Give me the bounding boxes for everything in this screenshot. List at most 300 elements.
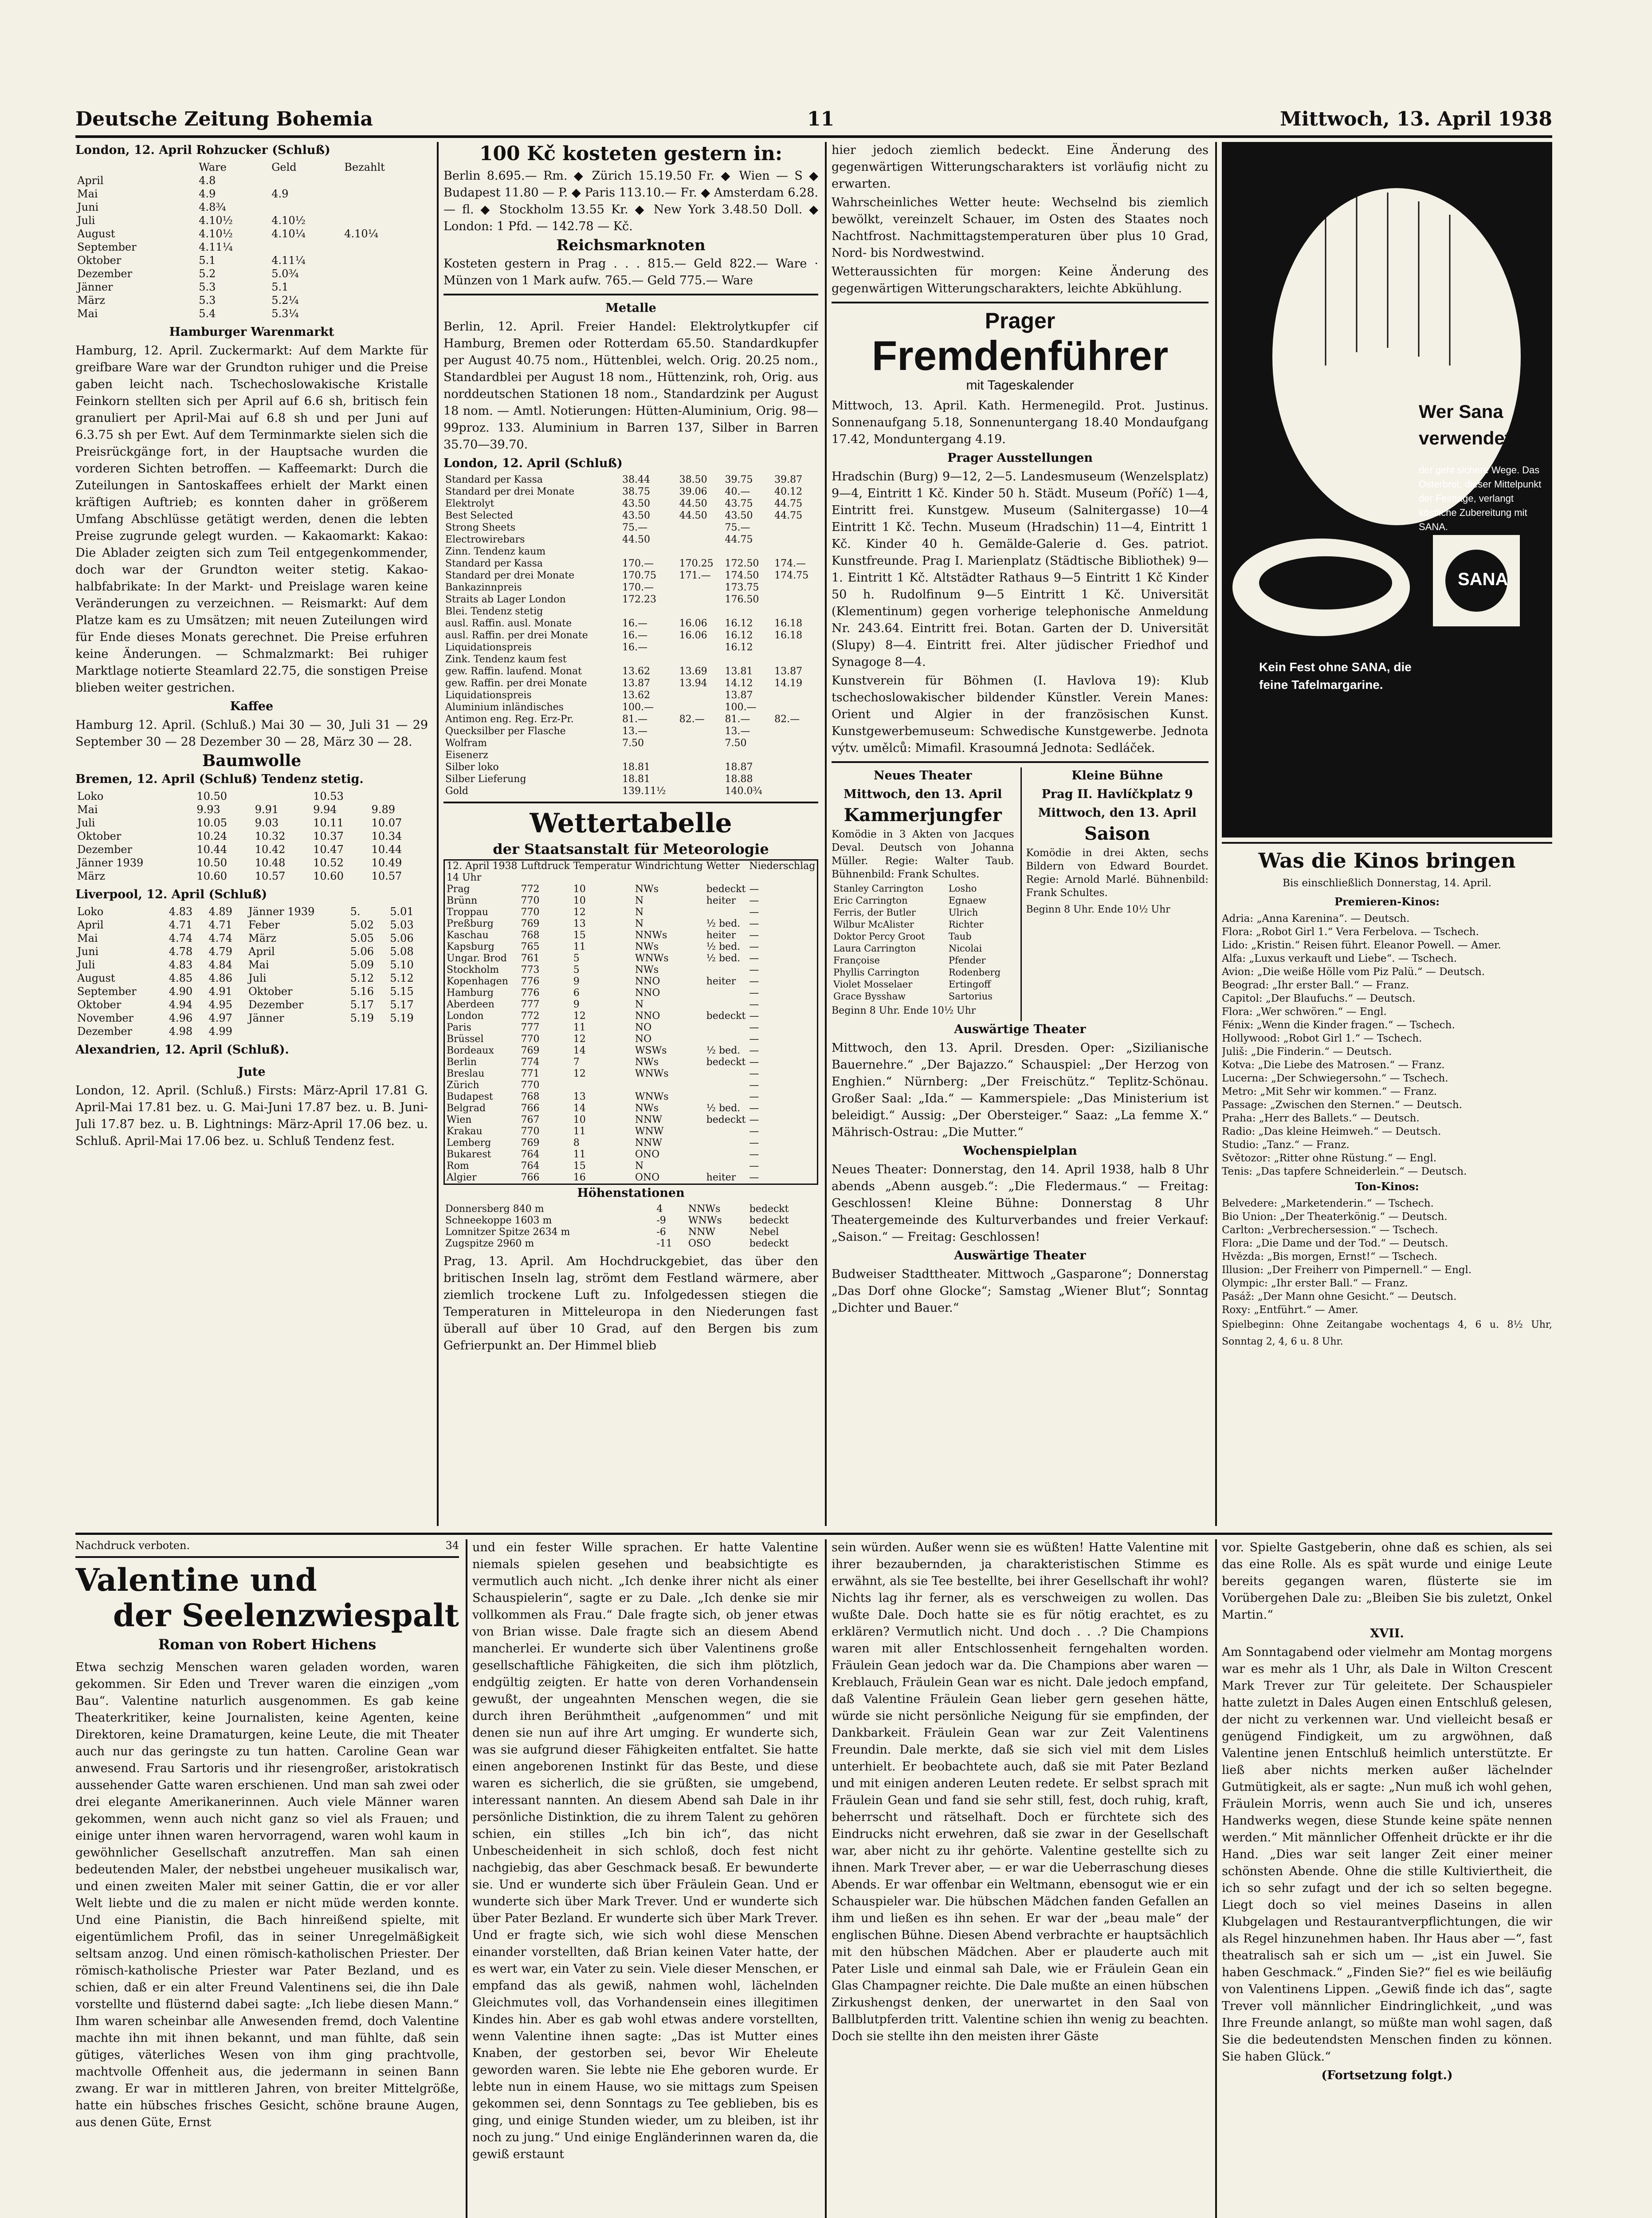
table-cell: 14	[573, 1045, 586, 1056]
table-cell: 10.24	[196, 830, 228, 842]
table-cell: 5.12	[350, 972, 374, 984]
table-cell: gew. Raffin. per drei Monate	[445, 678, 587, 689]
table-cell: ½ bed.	[706, 1045, 741, 1056]
table-cell: Jänner	[77, 281, 113, 293]
divider	[443, 802, 818, 803]
table-row	[444, 1091, 818, 1103]
table-cell: 176.50	[725, 594, 759, 605]
ad-column	[1222, 142, 1552, 1526]
table-cell: 5.06	[390, 932, 414, 944]
table-cell: 82.—	[774, 714, 800, 725]
table-row	[444, 918, 818, 930]
table-cell: 772	[521, 884, 540, 895]
external-theater-heading: Auswärtige Theater	[954, 1022, 1086, 1036]
table-cell: Preßburg	[447, 918, 494, 929]
table-cell: Rodenberg	[948, 967, 1001, 978]
table-cell	[705, 964, 748, 976]
table-cell: Blei. Tendenz stetig	[445, 606, 543, 617]
list-item: Hvězda: „Bis morgen, Ernst!“ — Tschech.	[1222, 1251, 1438, 1262]
table-cell	[270, 174, 342, 187]
table-cell: 6	[573, 987, 580, 999]
table-cell	[723, 546, 773, 558]
divider	[832, 302, 1209, 303]
table-cell: 44.75	[774, 510, 803, 521]
table-cell: 4.96	[169, 1012, 193, 1024]
table-cell: —	[749, 1080, 759, 1091]
divider	[75, 1556, 459, 1558]
table-cell: 44.50	[679, 510, 707, 521]
table-cell: 4	[656, 1203, 663, 1215]
table-cell: 5.02	[350, 919, 374, 931]
table-row	[832, 943, 1014, 955]
table-cell: Standard per drei Monate	[445, 570, 575, 581]
novel-column-2	[472, 1539, 818, 2218]
table-cell: —	[749, 964, 759, 975]
table-cell	[723, 606, 773, 617]
table-cell: 5.3	[199, 294, 216, 307]
table-cell: —	[749, 1022, 759, 1033]
guide-kicker: Prager	[985, 308, 1056, 333]
table-cell: September	[77, 985, 137, 998]
table-row	[75, 918, 428, 932]
table-cell: 761	[521, 953, 540, 964]
table-row	[75, 932, 428, 945]
table-cell: 170.75	[622, 570, 656, 581]
table-cell: ONO	[635, 1172, 660, 1183]
table-cell: 10.05	[196, 817, 228, 829]
table-cell: 5.16	[350, 985, 374, 998]
table-cell: Elektrolyt	[445, 498, 494, 509]
list-item: Alfa: „Luxus verkauft und Liebe“. — Tschech.	[1222, 953, 1457, 964]
novel-text-1: Etwa sechzig Menschen waren geladen worden, waren gekommen. Sir Eden und Trever waren die einzigen „vom Bau“. Valentine naturlich ausgenommen. Es gab keine Theaterkritiker, keine Journalisten, keine Agenten, keine Direktoren, keine Dramaturgen, keine Leute, die mit Theater auch nur das geringste zu tun hatten. Caroline Gean war anwesend. Frau Sartoris und ihr riesengroßer, aristokratisch aussehender Gatte waren erschienen. Und man sah zwei oder drei elegante Amerikanerinnen. Auch viele Männer waren gekommen, wenn auch nicht ganz so viel als Frauen; und einige unter ihnen waren hervorragend, waren wohl kaum in gewöhnlicher Gesellschaft anzutreffen. Man sah einen bedeutenden Maler, der nebstbei ungeheuer musikalisch war, und einen zweiten Maler mit seiner Gattin, die er vor aller Welt liebte und die zu malen er nicht müde werden konnte. Und eine Pianistin, die Bach hinreißend spielte, mit eigentümlichem Profil, das in seiner Unregelmäßigkeit seltsam anzog. Und einen römisch-katholischen Priester. Der römisch-katholische Priester war Pater Bezland, und es schien, daß er ein alter Freund Valentinens sei, die ihn Dale vorstellte und flüsternd dabei sagte: „Ich liebe diesen Mann.“ Ihm waren scheinbar alle Anwesenden fremd, doch Valentine machte ihn mit ihnen bekannt, und man fühlte, daß sein gütiges, väterliches Wesen von ihm ging prachtvolle, machtvolle Offenheit aus, die jedermann in seinen Bann zwang. Er war in mittleren Jahren, von breiter Mittelgröße, hatte ein hübsches frisches Gesicht, schöne braune Augen, aus denen Güte, Ernst	[75, 1660, 459, 2129]
table-cell: 4.9	[271, 188, 289, 200]
table-cell: 16.—	[622, 618, 648, 629]
table-row	[443, 1238, 818, 1250]
table-cell	[620, 546, 678, 558]
table-cell: Dezember	[248, 999, 304, 1011]
table-cell: 5.05	[350, 932, 374, 944]
table-row	[75, 280, 428, 294]
table-cell	[723, 749, 773, 761]
novel-column-1	[75, 1539, 459, 2218]
page-number: 11	[807, 108, 835, 130]
table-cell: 769	[521, 918, 540, 929]
table-cell: WNW	[635, 1126, 664, 1137]
table-cell: 44.50	[622, 534, 650, 545]
novel-column-3	[832, 1539, 1209, 2218]
table-cell: 5.17	[390, 999, 414, 1011]
table-cell: 174.75	[774, 570, 809, 581]
table-cell: 82.—	[679, 714, 705, 725]
table-row	[832, 883, 1014, 895]
table-cell: Belgrad	[447, 1103, 486, 1114]
table-cell: Brünn	[447, 895, 478, 906]
table-cell	[773, 701, 818, 713]
table-cell: 770	[521, 1034, 540, 1045]
table-cell: 770	[521, 895, 540, 906]
table-cell: —	[749, 1160, 759, 1172]
table-row	[444, 1103, 818, 1114]
table-cell: 4.85	[169, 972, 193, 984]
table-cell: 777	[521, 999, 540, 1010]
premiere-heading: Premieren-Kinos:	[1334, 895, 1440, 908]
table-cell: 5.19	[350, 1012, 374, 1024]
table-cell: Wolfram	[445, 738, 487, 749]
table-cell: ausl. Raffin. ausl. Monate	[445, 618, 572, 629]
table-row	[443, 665, 818, 677]
hamburg-report: Hamburg, 12. April. Zuckermarkt: Auf dem Markte für greifbare Ware war der Grundton ruhiger und die Preise gaben leicht nach. Tschechoslowakische Kristalle Feinkorn stellten sich per April auf 6.6 sh, britisch fein granuliert per April-Mai auf 6.8 sh und per Juni auf 6.3.75 sh per Ewt. Auf dem Terminmarkte sielen sich die Preisrückgänge fort, in der Hauptsache wurden die vorderen Sichten betroffen. — Kaffeemarkt: Durch die Zuteilungen in Santoskaffees erhielt der Markt einen kräftigen Auftrieb; es konnten daher in größerem Umfang Abschlüsse getätigt werden, denen die lebten Preise zugrunde gelegt wurden. — Kakaomarkt: Kakao: Die Ablader zeigten sich zum Teil entgegenkommender, doch war der Grundton weiter stetig. Kakao-halbfabrikate: In der Markt- und Preislage waren keine Veränderungen zu verzeichnen. — Reismarkt: Auf dem Platze kam es zu Umsätzen; mit neuen Zuteilungen wird für Ende dieses Monats gerechnet. Die Preise erfuhren keine Änderungen. — Schmalzmarkt: Bei ruhiger Marktlage notierte Steamlard 22.75, die sonstigen Preise blieben weiter gestrichen.	[75, 344, 428, 695]
table-cell: 13.—	[622, 726, 648, 737]
column-header: Geld	[271, 161, 297, 173]
market-column	[75, 142, 428, 1526]
table-cell	[678, 546, 723, 558]
table-cell: —	[749, 930, 759, 941]
page-header	[75, 104, 1552, 138]
table-cell: 10.49	[371, 857, 402, 869]
table-cell	[620, 653, 678, 665]
table-cell: September	[77, 241, 137, 253]
table-cell: 13.87	[774, 666, 803, 677]
table-row	[443, 558, 818, 570]
table-cell	[705, 1149, 748, 1160]
table-cell: 11	[573, 941, 586, 952]
table-cell: —	[749, 907, 759, 918]
cinema-heading: Was die Kinos bringen	[1258, 849, 1516, 873]
table-row	[444, 907, 818, 918]
table-cell: Nicolai	[948, 943, 982, 954]
table-cell: Dezember	[77, 843, 133, 856]
table-cell: 13.62	[622, 666, 650, 677]
table-cell: Juli	[248, 972, 267, 984]
list-item: Adria: „Anna Karenina“. — Deutsch.	[1222, 913, 1410, 924]
jute-report: London, 12. April. (Schluß.) Firsts: März-April 17.81 G. April-Mai 17.81 bez. u. G. Mai-Juni 17.87 bez. u. B. Juni-Juli 17.87 bez. u. B. Lightnings: März-April 17.06 bez. u. Schluß. April-Mai 17.06 bez. u. Schluß Tendenz fest.	[75, 1084, 428, 1148]
table-cell: —	[749, 1068, 759, 1079]
table-cell	[678, 785, 723, 797]
table-cell: WSWs	[635, 1045, 667, 1056]
table-row	[444, 872, 818, 884]
table-cell: N	[635, 1160, 644, 1172]
list-item: Pasáž: „Der Mann ohne Gesicht.“ — Deutsch.	[1222, 1291, 1457, 1302]
table-cell: NWs	[635, 884, 659, 895]
novel-column-4	[1222, 1539, 1552, 2218]
table-cell: Antimon eng. Reg. Erz-Pr.	[445, 714, 574, 725]
table-cell: Stanley Carrington	[833, 883, 924, 894]
table-row	[443, 474, 818, 486]
table-cell: 5.1	[271, 281, 289, 293]
table-cell: 768	[521, 930, 540, 941]
table-cell: —	[749, 999, 759, 1010]
table-cell	[678, 737, 723, 749]
table-cell: 16.06	[679, 630, 707, 641]
table-cell: Aluminium inländisches	[445, 702, 564, 713]
list-item: Carlton: „Verbrechersession.“ — Tschech.	[1222, 1224, 1438, 1236]
table-cell: 9.03	[255, 817, 279, 829]
column-header: Ware	[199, 161, 227, 173]
table-cell	[370, 790, 428, 803]
table-cell: NWs	[635, 964, 659, 975]
list-item: Fénix: „Wenn die Kinder fragen.“ — Tschech.	[1222, 1019, 1455, 1031]
table-cell: 170.25	[679, 558, 714, 569]
table-row	[444, 1045, 818, 1057]
table-cell: —	[749, 1011, 759, 1022]
column-rule	[825, 1539, 827, 2218]
table-cell: Hamburg	[447, 987, 494, 999]
table-cell: 15	[573, 930, 586, 941]
table-cell: 4.10¼	[344, 228, 378, 240]
table-cell: Wien	[447, 1114, 472, 1125]
table-row	[75, 254, 428, 267]
table-cell: 5.12	[390, 972, 414, 984]
table-cell: 9.91	[255, 803, 279, 816]
weather-time: 14 Uhr	[447, 872, 482, 883]
table-row	[75, 267, 428, 280]
table-cell: Troppau	[447, 907, 488, 918]
table-cell: Phyllis Carrington	[833, 967, 920, 978]
table-cell: 12	[573, 1068, 586, 1079]
novel-text-2: und ein fester Wille sprachen. Er hatte Valentine niemals spielen gesehen und beabsichtigte es vermutlich auch nicht. „Ich denke ihrer nicht als einer Schauspielerin“, sagte er zu Dale. „Ich denke sie mir vollkommen als Frau.“ Dale fragte sich, ob jener etwas von Brian wisse. Dale fragte sich an diesem Abend mancherlei. Er wunderte sich über Valentinens große gesellschaftliche Fähigkeiten, die sich ihm plötzlich, endgültig zeigten. Er hatte von deren Vorhandensein gewußt, der ungeahnten Menschen wegen, die sie durch ihren Berühmtheit „aufgenommen“ und mit denen sie nun auf ihre Art umging. Er wunderte sich, was sie aufgrund dieser Fähigkeiten entfaltet. Sie hatte einen angeborenen Instinkt für das Beste, und diese waren es sicherlich, die sie grüßten, sie umgebend, interessant nannten. An diesem Abend sah Dale in ihr persönliche Distinktion, die zu ihrem Talent zu gehören schien, ein stilles „Ich bin ich“, das nicht Unbescheidenheit in sich schloß, doch fest nicht nachgiebig, das aber Geschmack besaß. Er bewunderte sie. Und er wunderte sich über Fräulein Gean. Und er wunderte sich über Mark Trever. Und er wunderte sich über Pater Bezland. Er wunderte sich über Mark Trever. Und er fragte sich, wie sich wohl diese Menschen einander vorstellten, daß Brian keinen Vater hatte, der es wert war, ein Vater zu sein. Viele dieser Menschen, er empfand das als gewiß, nahmen wohl, lächelnden Gleichmutes voll, das Vorhandensein eines illegitimen Kindes hin. Aber es gab wohl etwas andere vorstellten, wenn Valentine ihnen sagte: „Das ist Mutter eines Knaben, der gestorben sei, bevor Wir Eheleute geworden waren. Sie lebte nie Ehe geboren wurde. Er lebte nun in einem Hause, wo sie mittags zum Speisen gekommen sei, denn Sonntags zu Tee geblieben, bis es ging, und einige Stunden wieder, um zu bleiben, ist ihr noch zu jung.“ Und einige Engländerinnen waren da, die gewiß erstaunt	[472, 1541, 818, 2161]
table-cell: 13.87	[725, 690, 753, 701]
table-cell	[705, 1034, 748, 1045]
table-cell: 4.10½	[271, 214, 306, 227]
table-cell: 4.83	[169, 959, 193, 971]
table-cell	[620, 749, 678, 761]
table-cell: —	[749, 1126, 759, 1137]
table-cell: bedeckt	[706, 1011, 746, 1022]
weather-forecast: Wahrscheinliches Wetter heute: Wechselnd bis ziemlich bewölkt, vereinzelt Schauer, im Osten des Staates noch Nachtfrost. Nachmittagstemperaturen über plus 10 Grad, Nord- bis Nordwestwind.	[832, 196, 1209, 260]
table-row	[444, 1011, 818, 1022]
table-cell: WNWs	[635, 1091, 669, 1102]
table-cell: Sartorius	[948, 991, 993, 1002]
table-row	[444, 1126, 818, 1137]
novel-author: Roman von Robert Hichens	[158, 1636, 377, 1653]
table-cell: 772	[521, 1011, 540, 1022]
table-cell: 4.99	[208, 1025, 232, 1038]
art-text: Kunstverein für Böhmen (I. Havlova 19): Klub tschechoslowakischer bildender Künstler. Verein Manes: Orient und Algier in der französischen Kunst. Kunstgewerbemuseum: Schwedische Kunstgewerbe. Jednota výtv. umělců: Mimafil. Krasoumná Jednota: Sedláček.	[832, 674, 1209, 755]
list-item: Roxy: „Entführt.“ — Amer.	[1222, 1304, 1358, 1316]
table-cell: 4.10½	[199, 214, 233, 227]
table-row	[443, 701, 818, 713]
table-cell: Lomnitzer Spitze 2634 m	[445, 1227, 570, 1238]
table-cell: 13.69	[679, 666, 707, 677]
table-row	[832, 979, 1014, 991]
table-cell: 774	[521, 1057, 540, 1068]
installment-number: 34	[445, 1539, 459, 1552]
theater-info: Komödie in 3 Akten von Jacques Deval. Deutsch von Johanna Müller. Regie: Walter Taub. Bühnenbild: Frank Schultes.	[832, 829, 1014, 880]
table-cell: 4.74	[208, 932, 232, 944]
table-cell	[705, 907, 748, 918]
table-row	[75, 998, 428, 1011]
table-cell	[773, 582, 818, 594]
table-row	[443, 773, 818, 785]
divider	[832, 761, 1209, 763]
table-cell: 13.62	[622, 690, 650, 701]
table-cell: 776	[521, 976, 540, 987]
table-header-row	[75, 161, 428, 174]
table-cell: —	[749, 918, 759, 929]
table-cell: —	[749, 1172, 759, 1183]
table-row	[75, 971, 428, 985]
novel-text-4: vor. Spielte Gastgeberin, ohne daß es schien, als sei das eine Rolle. Als es spät wurde und einige Leute bereits gegangen waren, flüsterte sie im Vorübergehen Dale zu: „Bleiben Sie bis zuletzt, Onkel Martin.“	[1222, 1541, 1552, 1622]
table-cell: 5.0¾	[271, 267, 299, 280]
table-cell: 5.10	[390, 959, 414, 971]
table-row	[443, 522, 818, 534]
table-cell: 10	[573, 1114, 586, 1125]
table-cell: 766	[521, 1172, 540, 1183]
table-cell: 12	[573, 1011, 586, 1022]
table-row	[444, 941, 818, 953]
table-cell: 9	[573, 976, 580, 987]
table-row	[443, 606, 818, 617]
table-cell: 11	[573, 1149, 586, 1160]
table-row	[444, 1034, 818, 1045]
cinema-list	[1222, 912, 1552, 1178]
kleine-address: Prag II. Havlíčkplatz 9	[1041, 787, 1193, 801]
table-cell: 18.81	[622, 762, 650, 773]
table-cell: 8	[573, 1137, 580, 1148]
table-cell: 770	[521, 1126, 540, 1137]
table-cell	[678, 606, 723, 617]
table-cell: OSO	[688, 1238, 711, 1249]
table-cell: 16.—	[622, 642, 648, 653]
list-item: Kotva: „Die Liebe des Matrosen.“ — Franz.	[1222, 1059, 1445, 1071]
column-header: Temperatur	[573, 861, 632, 872]
table-cell: 10.50	[196, 790, 228, 802]
table-cell: 40.12	[774, 486, 803, 497]
table-cell: 5.06	[350, 945, 374, 958]
table-cell: Donnersberg 840 m	[445, 1203, 544, 1215]
london-metal-table	[443, 474, 818, 797]
table-cell: Juni	[77, 201, 99, 213]
table-cell: Liquidationspreis	[445, 690, 532, 701]
table-cell: 13	[573, 918, 586, 929]
table-cell	[773, 737, 818, 749]
table-cell: NNW	[635, 1137, 662, 1148]
table-cell	[620, 606, 678, 617]
table-cell: 9.93	[196, 803, 220, 816]
table-cell: 75.—	[725, 522, 750, 533]
table-cell: 5.	[350, 905, 361, 918]
list-item: Studio: „Tanz.“ — Franz.	[1222, 1139, 1350, 1151]
table-cell: 4.90	[169, 985, 193, 998]
table-cell: 39.06	[679, 486, 707, 497]
kaffee-heading: Kaffee	[230, 700, 274, 713]
table-cell	[678, 653, 723, 665]
cinema-footer: Spielbeginn: Ohne Zeitangabe wochentags 4, 6 u. 8½ Uhr, Sonntag 2, 4, 6 u. 8 Uhr.	[1222, 1319, 1552, 1347]
weather-continued: hier jedoch ziemlich bedeckt. Eine Änderung des gegenwärtigen Witterungscharakters ist vorläufig nicht zu erwarten.	[832, 143, 1209, 191]
table-row	[832, 907, 1014, 919]
reichsmark-text: Kosteten gestern in Prag . . . 815.— Geld 822.— Ware · Münzen von 1 Mark aufw. 765.— Geld 775.— Ware	[443, 257, 818, 287]
table-cell: 773	[521, 964, 540, 975]
table-cell: N	[635, 907, 644, 918]
list-item: Avion: „Die weiße Hölle vom Piz Palü.“ — Deutsch.	[1222, 966, 1485, 978]
table-cell: bedeckt	[749, 1238, 789, 1249]
table-cell	[678, 701, 723, 713]
table-row	[75, 830, 428, 843]
table-row	[444, 1160, 818, 1172]
table-cell: 9	[573, 999, 580, 1010]
table-cell: —	[749, 1114, 759, 1125]
table-cell: Bordeaux	[447, 1045, 494, 1056]
table-cell	[705, 999, 748, 1011]
table-cell: 174.50	[725, 570, 759, 581]
table-cell: Losho	[948, 883, 977, 894]
table-cell	[678, 761, 723, 773]
table-cell: Ertingoff	[948, 979, 991, 990]
table-row	[832, 931, 1014, 943]
table-cell	[773, 785, 818, 797]
hoehen-rows	[443, 1203, 818, 1250]
table-cell: ½ bed.	[706, 953, 741, 964]
table-cell: 140.0¾	[725, 786, 762, 797]
weather-rows	[444, 884, 818, 1184]
table-cell: Jänner 1939	[248, 905, 315, 918]
table-cell: 4.11¼	[271, 254, 306, 267]
table-cell: Zürich	[447, 1080, 479, 1091]
table-cell: 766	[521, 1103, 540, 1114]
table-cell: NNO	[635, 976, 660, 987]
metalle-text: Berlin, 12. April. Freier Handel: Elektrolytkupfer cif Hamburg, Bremen oder Rotterdam 65.50. Standardkupfer per August 40.75 nom., Hüttenblei, welch. Orig. 20.25 nom., Standardblei per August 18 nom., Hüttenzink, roh, Orig. aus norddeutschen Stationen 18 nom., Standardzink per August 18 nom. — Amtl. Notierungen: Hütten-Aluminium, Orig. 98—99proz. 133. Aluminium in Barren 137, Silber in Barren 35.70—39.70.	[443, 320, 818, 452]
table-row	[832, 919, 1014, 931]
table-cell: 5.2	[199, 267, 216, 280]
table-row	[75, 843, 428, 856]
table-cell: Richter	[948, 919, 984, 930]
table-cell: WNWs	[635, 953, 669, 964]
theater-cast	[832, 883, 1014, 1003]
ad-line-2: verwendet,	[1419, 428, 1516, 448]
table-row	[443, 486, 818, 498]
table-cell: Silber Lieferung	[445, 774, 526, 785]
table-row	[75, 856, 428, 869]
table-cell: Violet Mosselaer	[833, 979, 913, 990]
table-cell: 765	[521, 941, 540, 952]
table-cell: 5.01	[390, 905, 414, 918]
table-cell: 10.34	[371, 830, 402, 842]
table-cell: -6	[656, 1227, 666, 1238]
table-cell: Françoise	[833, 955, 880, 966]
table-cell: 5.1	[199, 254, 216, 267]
table-cell: 139.11½	[622, 786, 666, 797]
table-cell: 18.87	[725, 762, 753, 773]
table-row	[444, 964, 818, 976]
table-cell: Juni	[77, 945, 99, 958]
table-cell: Laura Carrington	[833, 943, 916, 954]
table-row	[75, 816, 428, 830]
table-cell: —	[749, 1045, 759, 1056]
table-row	[443, 1227, 818, 1238]
table-cell: Eisenerz	[445, 750, 488, 761]
column-header: Bezahlt	[344, 161, 385, 173]
table-cell: 5.4	[199, 307, 216, 320]
table-cell: Standard per Kassa	[445, 474, 543, 485]
table-row	[443, 761, 818, 773]
table-row	[443, 594, 818, 606]
weather-report: Prag, 13. April. Am Hochdruckgebiet, das über den britischen Inseln lag, strömt dem Festland wärmere, aber ziemlich trockene Luft zu. Infolgedessen stiegen die Temperaturen in Mitteleuropa in den Niederungen fast überall auf über 10 Grad, auf den Bergen bis zum Gefrierpunkt an. Der Himmel blieb	[443, 1255, 818, 1353]
london-sugar-heading: London, 12. April Rohzucker (Schluß)	[75, 143, 330, 157]
table-cell: -11	[656, 1238, 672, 1249]
table-cell: 5.08	[390, 945, 414, 958]
table-cell: Taub	[948, 931, 972, 942]
table-cell: 43.50	[725, 510, 753, 521]
table-row	[75, 790, 428, 803]
table-cell	[705, 1068, 748, 1080]
table-cell: Eric Carrington	[833, 895, 908, 906]
table-row	[75, 187, 428, 201]
table-cell: -9	[656, 1215, 666, 1226]
list-item: Juliš: „Die Finderin.“ — Deutsch.	[1222, 1046, 1392, 1058]
table-cell	[773, 641, 818, 653]
table-cell	[705, 1080, 748, 1091]
table-row	[75, 1011, 428, 1025]
